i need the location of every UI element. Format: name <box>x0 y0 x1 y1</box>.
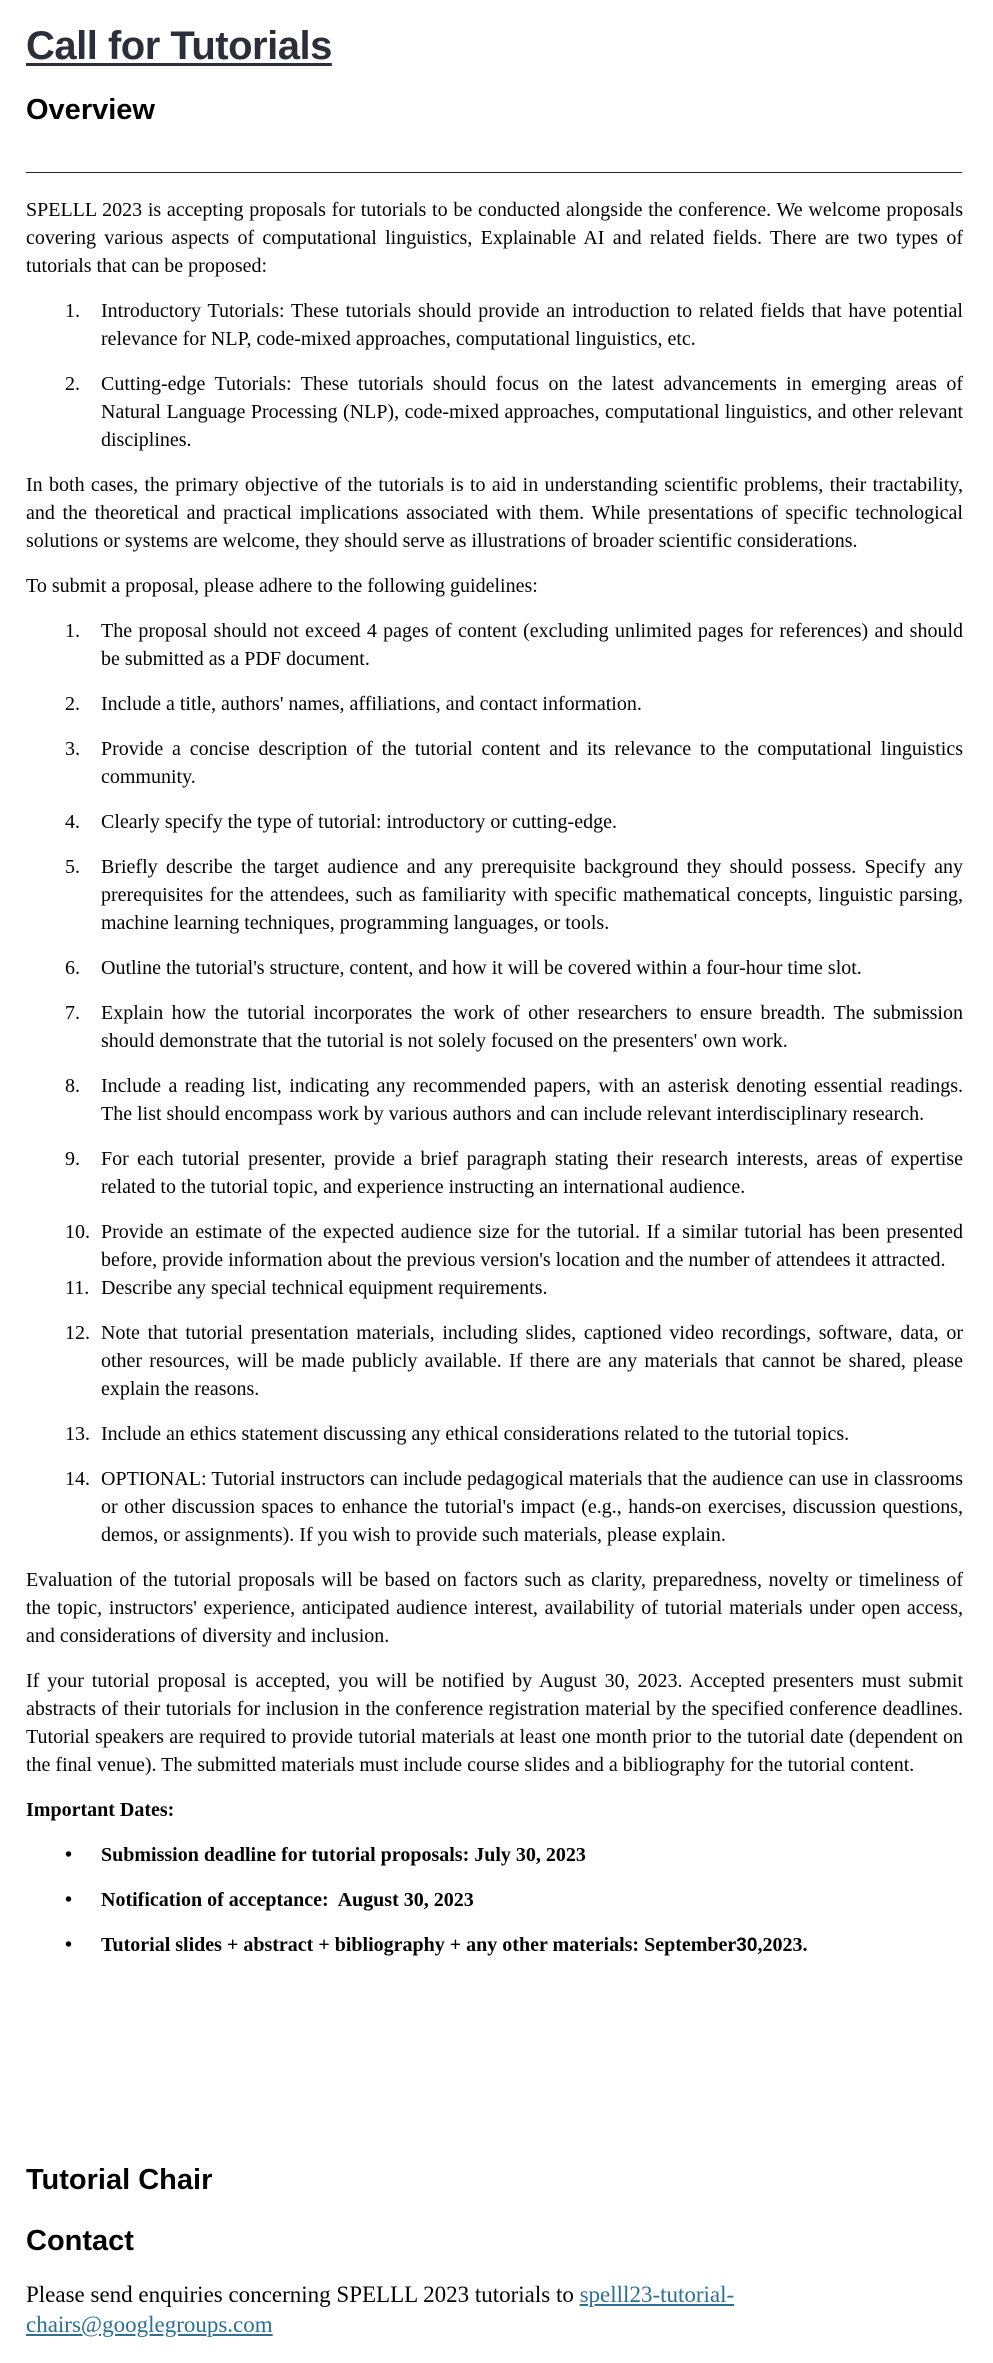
contact-email-link[interactable]: spelll23-tutorial-chairs@googlegroups.com <box>26 2282 735 2337</box>
list-item <box>26 1072 963 1128</box>
list-number: 10. <box>65 1221 90 1243</box>
list-number: 1. <box>65 300 80 322</box>
list-number: 8. <box>65 1075 80 1097</box>
date-item-text: Notification of acceptance: August 30, 2023 <box>101 1889 474 1911</box>
tutorial-types-list <box>26 297 963 454</box>
list-item <box>26 690 963 718</box>
list-item-text: OPTIONAL: Tutorial instructors can include pedagogical materials that the audience can use in classrooms or other discussion spaces to enhance the tutorial's impact (e.g., hands-on exercises, discussion questions, demos, or assignments). If you wish to provide such materials, please explain. <box>101 1468 963 1546</box>
list-item-text: For each tutorial presenter, provide a brief paragraph stating their research interests, areas of expertise related to the tutorial topic, and experience instructing an international audience. <box>101 1148 963 1198</box>
date-item <box>26 1886 963 1914</box>
list-item <box>26 853 963 937</box>
list-item <box>26 954 963 982</box>
list-number: 14. <box>65 1468 90 1490</box>
list-number: 12. <box>65 1322 90 1344</box>
list-number: 13. <box>65 1423 90 1445</box>
list-item <box>26 370 963 454</box>
list-item-text: Provide an estimate of the expected audience size for the tutorial. If a similar tutorial has been presented before, provide information about the previous version's location and the number of attendees it attracted. <box>101 1221 963 1271</box>
list-item-text: Provide a concise description of the tutorial content and its relevance to the computational linguistics community. <box>101 738 963 788</box>
list-item-text: The proposal should not exceed 4 pages of content (excluding unlimited pages for references) and should be submitted as a PDF document. <box>101 620 963 670</box>
contact-text: Please send enquiries concerning SPELLL 2023 tutorials to <box>26 2282 580 2307</box>
guidelines-list <box>26 617 963 1549</box>
list-item <box>26 617 963 673</box>
contact-paragraph <box>26 2280 806 2340</box>
overview-heading: Overview <box>26 94 155 126</box>
list-item-text: Briefly describe the target audience and any prerequisite background they should possess. Specify any prerequisites for the attendees, such as familiarity with specific mathematical concepts, linguistic parsing, machine learning techniques, programming languages, or tools. <box>101 856 963 934</box>
bullet-icon: • <box>65 1844 73 1866</box>
date-year: ,2023. <box>757 1934 808 1956</box>
list-number: 4. <box>65 811 80 833</box>
contact-heading: Contact <box>26 2225 134 2257</box>
tutorial-chair-heading: Tutorial Chair <box>26 2164 213 2196</box>
list-item-text: Clearly specify the type of tutorial: introductory or cutting-edge. <box>101 811 617 833</box>
list-number: 11. <box>65 1277 90 1299</box>
list-item-text: Note that tutorial presentation materials, including slides, captioned video recordings, software, data, or other resources, will be made publicly available. If there are any materials that cannot be shared, please explain the reasons. <box>101 1322 963 1400</box>
list-item-text: Include a reading list, indicating any recommended papers, with an asterisk denoting essential readings. The list should encompass work by various authors and can include relevant interdisciplinary research. <box>101 1075 963 1125</box>
guidelines-intro: To submit a proposal, please adhere to the following guidelines: <box>26 575 538 597</box>
important-dates-list <box>26 1841 963 1960</box>
list-number: 1. <box>65 620 80 642</box>
date-item-text: Submission deadline for tutorial proposals: July 30, 2023 <box>101 1844 586 1866</box>
acceptance-paragraph: If your tutorial proposal is accepted, you will be notified by August 30, 2023. Accepted presenters must submit abstracts of their tutorials for inclusion in the conference registration material by the specified conference deadlines. Tutorial speakers are required to provide tutorial materials at least one month prior to the tutorial date (dependent on the final venue). The submitted materials must include course slides and a bibliography for the tutorial content. <box>26 1670 963 1776</box>
date-item <box>26 1841 963 1869</box>
list-number: 7. <box>65 1002 80 1024</box>
list-item <box>26 1319 963 1403</box>
list-item <box>26 808 963 836</box>
objective-paragraph: In both cases, the primary objective of the tutorials is to aid in understanding scientific problems, their tractability, and the theoretical and practical implications associated with them. While presentations of specific technological solutions or systems are welcome, they should serve as illustrations of broader scientific considerations. <box>26 474 963 552</box>
list-item-text: Include a title, authors' names, affiliations, and contact information. <box>101 693 642 715</box>
list-item-text: Outline the tutorial's structure, content, and how it will be covered within a four-hour time slot. <box>101 957 862 979</box>
list-number: 9. <box>65 1148 80 1170</box>
list-item <box>26 297 963 353</box>
date-day: 30 <box>736 1935 758 1956</box>
list-item <box>26 735 963 791</box>
list-item <box>26 1420 963 1448</box>
section-divider <box>26 172 962 173</box>
list-item <box>26 999 963 1055</box>
list-item-text: Cutting-edge Tutorials: These tutorials should focus on the latest advancements in emerging areas of Natural Language Processing (NLP), code-mixed approaches, computational linguistics, and other relevant disciplines. <box>101 373 963 451</box>
list-item-text: Explain how the tutorial incorporates the work of other researchers to ensure breadth. The submission should demonstrate that the tutorial is not solely focused on the presenters' own work. <box>101 1002 963 1052</box>
page-title: Call for Tutorials <box>26 24 332 68</box>
bullet-icon: • <box>65 1889 73 1911</box>
list-item <box>26 1218 963 1274</box>
list-item <box>26 1465 963 1549</box>
list-number: 5. <box>65 856 80 878</box>
list-number: 3. <box>65 738 80 760</box>
list-number: 6. <box>65 957 80 979</box>
date-item <box>26 1931 963 1960</box>
list-number: 2. <box>65 693 80 715</box>
date-item-text: Tutorial slides + abstract + bibliography + any other materials: September <box>101 1934 737 1956</box>
important-dates-heading: Important Dates: <box>26 1799 175 1821</box>
bullet-icon: • <box>65 1934 73 1956</box>
list-item-text: Introductory Tutorials: These tutorials should provide an introduction to related fields that have potential relevance for NLP, code-mixed approaches, computational linguistics, etc. <box>101 300 963 350</box>
main-body <box>26 196 963 1977</box>
list-item <box>26 1145 963 1201</box>
list-item-text: Include an ethics statement discussing any ethical considerations related to the tutorial topics. <box>101 1423 850 1445</box>
intro-paragraph: SPELLL 2023 is accepting proposals for tutorials to be conducted alongside the conference. We welcome proposals covering various aspects of computational linguistics, Explainable AI and related fields. There are two types of tutorials that can be proposed: <box>26 199 963 277</box>
evaluation-paragraph: Evaluation of the tutorial proposals will be based on factors such as clarity, preparedness, novelty or timeliness of the topic, instructors' experience, anticipated audience interest, availability of tutorial materials under open access, and considerations of diversity and inclusion. <box>26 1569 963 1647</box>
list-number: 2. <box>65 373 80 395</box>
list-item-text: Describe any special technical equipment requirements. <box>101 1277 548 1299</box>
list-item <box>26 1274 963 1302</box>
